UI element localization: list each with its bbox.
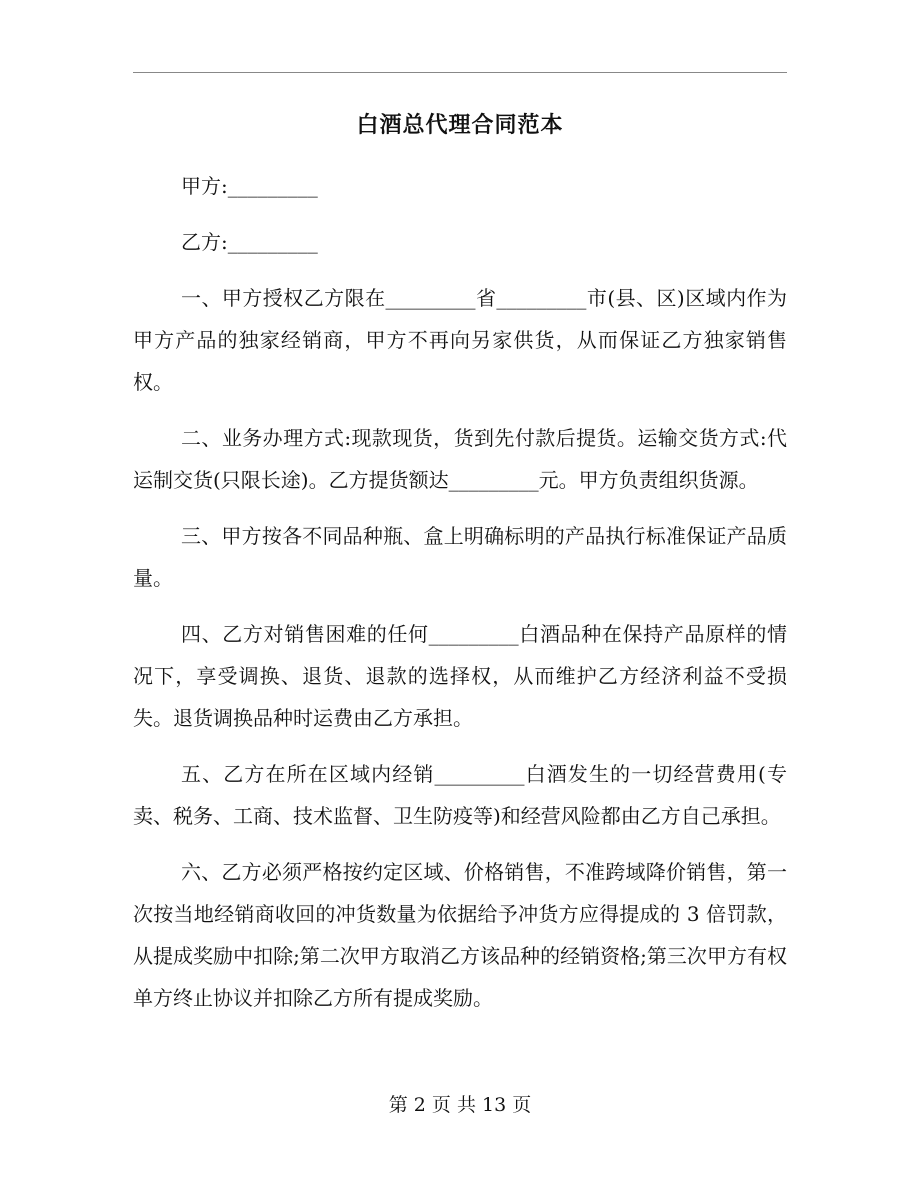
header-divider xyxy=(133,72,787,73)
clause-5: 五、乙方在所在区域内经销_________白酒发生的一切经营费用(专卖、税务、工商、技术监督、卫生防疫等)和经营风险都由乙方自己承担。 xyxy=(133,762,787,828)
clause-2: 二、业务办理方式:现款现货，货到先付款后提货。运输交货方式:代运制交货(只限长途)。乙方提货额达_________元。甲方负责组织货源。 xyxy=(133,426,787,492)
clause-1: 一、甲方授权乙方限在_________省_________市(县、区)区域内作为甲方产品的独家经销商，甲方不再向另家供货，从而保证乙方独家销售权。 xyxy=(133,286,787,394)
document-title: 白酒总代理合同范本 xyxy=(356,112,564,138)
clause-6: 六、乙方必须严格按约定区域、价格销售，不准跨域降价销售，第一次按当地经销商收回的冲货数量为依据给予冲货方应得提成的 3 倍罚款，从提成奖励中扣除;第二次甲方取消乙方该品种的经销资格;第三次甲方有权单方终止协议并扣除乙方所有提成奖励。 xyxy=(133,860,787,1010)
clause-3: 三、甲方按各不同品种瓶、盒上明确标明的产品执行标准保证产品质量。 xyxy=(133,524,787,590)
party-a-line: 甲方:_________ xyxy=(181,174,318,198)
contract-body xyxy=(133,165,787,1033)
clause-4: 四、乙方对销售困难的任何_________白酒品种在保持产品原样的情况下，享受调换、退货、退款的选择权，从而维护乙方经济利益不受损失。退货调换品种时运费由乙方承担。 xyxy=(133,622,787,730)
party-b-line: 乙方:_________ xyxy=(181,230,318,254)
page-number: 第 2 页 共 13 页 xyxy=(388,1094,532,1116)
